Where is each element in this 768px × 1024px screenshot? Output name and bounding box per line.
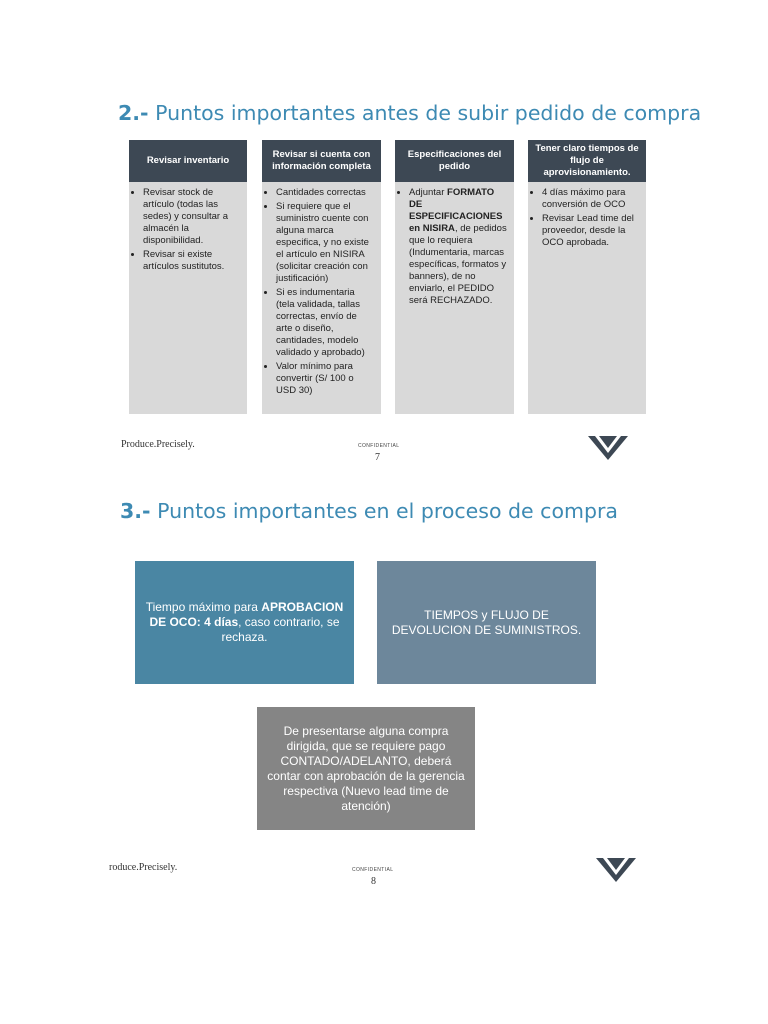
box-text: , caso contrario, se rechaza. [221, 615, 340, 644]
bullet-item: • Cantidades correctas [276, 187, 375, 199]
bullet-text: , de pedidos que lo requiera (Indumentaria, marcas específicas, formatos y banners), de no enviarlo, el PEDIDO será RECHAZADO. [409, 223, 507, 306]
slide8-title-number: 3.- [120, 499, 151, 523]
column-body [129, 182, 247, 414]
footer-brand: roduce.Precisely. [109, 862, 178, 873]
footer-brand: Produce.Precisely. [121, 439, 195, 450]
bullet-bold-text: FORMATO DE ESPECIFICACIONES en NISIRA [409, 187, 503, 234]
bullet-item [409, 187, 508, 307]
approval-time-box [135, 561, 354, 684]
bullet-text: Adjuntar [409, 187, 448, 198]
approval-time-text [145, 600, 344, 645]
slide7-title-text: Puntos importantes antes de subir pedido de compra [148, 101, 702, 125]
slide7-title [118, 101, 701, 125]
bullet-item: • Si es indumentaria (tela validada, tallas correctas, envío de arte o diseño, cantidades, modelo validado y aprobado) [276, 287, 375, 359]
slide7-title-number: 2.- [118, 101, 149, 125]
column-body [262, 182, 381, 414]
bullet-item: • Valor mínimo para convertir (S/ 100 o USD 30) [276, 361, 375, 397]
box-text: Tiempo máximo para [145, 600, 262, 614]
column-body [528, 182, 646, 414]
page-number: 8 [371, 876, 376, 887]
page-number: 7 [375, 452, 380, 463]
column-especificaciones [395, 140, 514, 414]
chevron-logo-icon [588, 436, 628, 460]
column-body [395, 182, 514, 414]
return-flow-text: TIEMPOS y FLUJO DE DEVOLUCION DE SUMINISTROS. [391, 607, 582, 637]
bullet-item: • 4 días máximo para conversión de OCO [542, 187, 640, 211]
direct-purchase-box [257, 707, 475, 830]
column-header: Especificaciones del pedido [395, 140, 514, 182]
column-header: Tener claro tiempos de flujo de aprovisionamiento. [528, 140, 646, 182]
column-tiempos-aprovisionamiento [528, 140, 646, 414]
bullet-item: • Revisar si existe artículos sustitutos. [143, 249, 241, 273]
slide8-title-text: Puntos importantes en el proceso de compra [150, 499, 618, 523]
bullet-item: • Revisar Lead time del proveedor, desde la OCO aprobada. [542, 213, 640, 249]
footer-confidential: CONFIDENTIAL [352, 867, 394, 873]
slide8-title [120, 499, 618, 523]
bullet-item: • Revisar stock de artículo (todas las sedes) y consultar a almacén la disponibilidad. [143, 187, 241, 247]
direct-purchase-text: De presentarse alguna compra dirigida, que se requiere pago CONTADO/ADELANTO, deberá contar con aprobación de la gerencia respectiva (Nuevo lead time de atención) [267, 723, 465, 813]
footer-confidential: CONFIDENTIAL [358, 443, 400, 449]
bullet-item: • Si requiere que el suministro cuente con alguna marca especifica, y no existe el artículo en NISIRA (solicitar creación con justificación) [276, 201, 375, 285]
chevron-logo-icon [596, 858, 636, 882]
column-revisar-inventario [129, 140, 247, 414]
box-bold-text: APROBACION DE OCO: 4 días [149, 600, 344, 629]
return-flow-box [377, 561, 596, 684]
column-header: Revisar inventario [129, 140, 247, 182]
column-header: Revisar si cuenta con información completa [262, 140, 381, 182]
column-informacion-completa [262, 140, 381, 414]
